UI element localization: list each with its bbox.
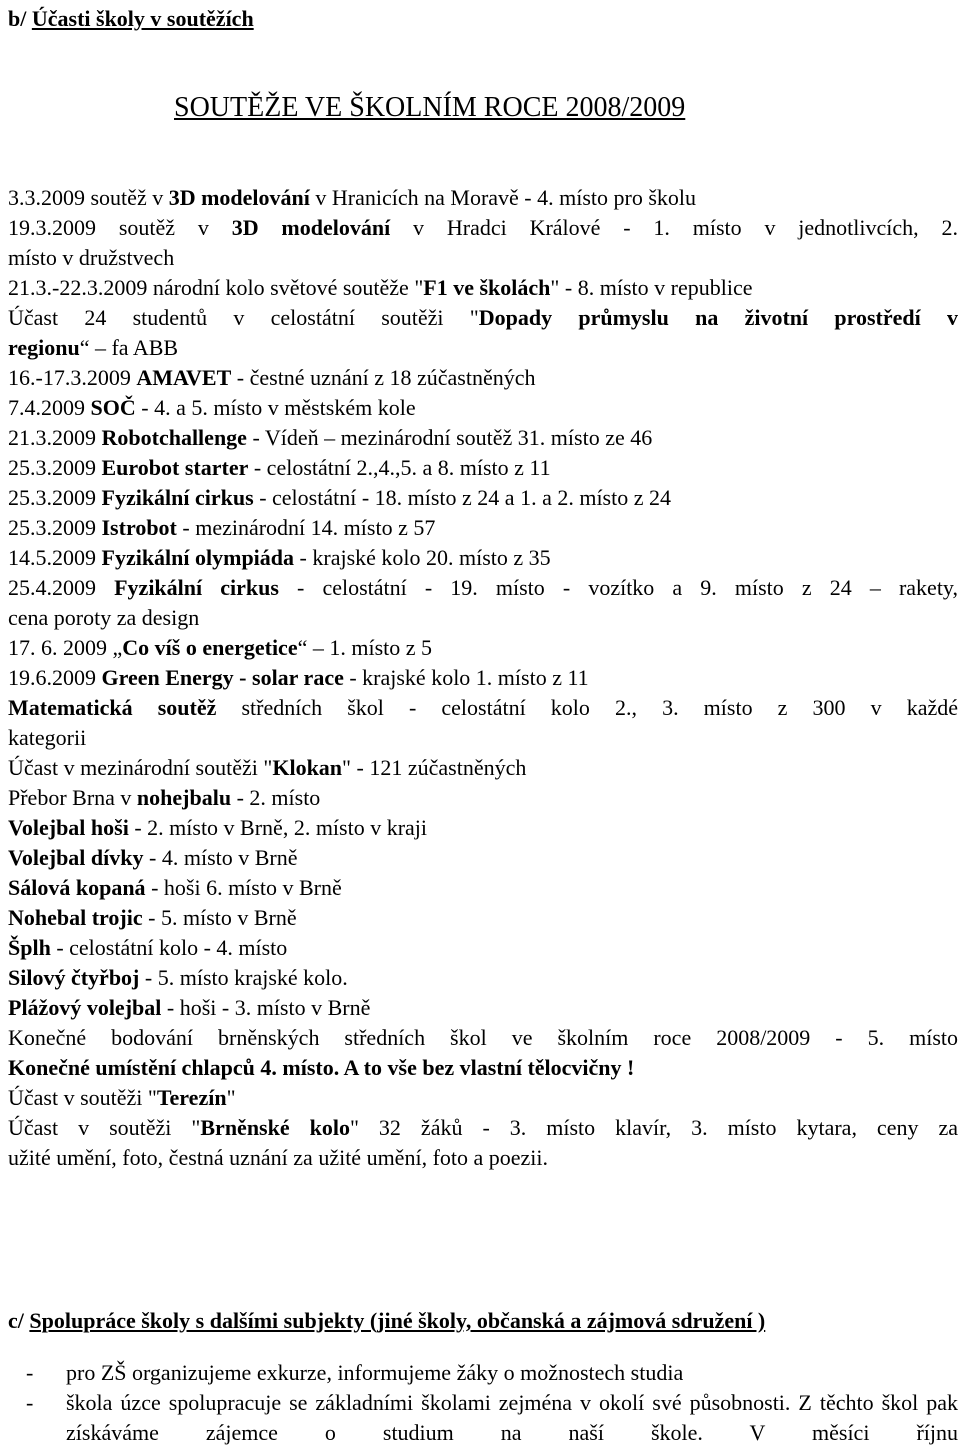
- bullet-item: [8, 1358, 958, 1388]
- entry-bold-text: Plážový volejbal: [8, 995, 162, 1020]
- main-title: SOUTĚŽE VE ŠKOLNÍM ROCE 2008/2009: [174, 92, 686, 123]
- entry-bold-text: Fyzikální olympiáda: [101, 545, 295, 570]
- section-prefix: b/: [8, 6, 32, 31]
- entry-line: [8, 243, 958, 273]
- entry-text: - 2. místo: [231, 785, 321, 810]
- entry-text: v Hranicích na Moravě - 4. místo pro školu: [309, 185, 697, 210]
- entry-text: " - 8. místo v republice: [550, 275, 753, 300]
- entry-line: [8, 963, 958, 993]
- entry-text: - hoši - 3. místo v Brně: [161, 995, 371, 1020]
- entry-bold-text: SOČ: [90, 395, 136, 420]
- entry-text: 16.-17.3.2009: [8, 365, 137, 390]
- entry-bold-text: Volejbal dívky: [8, 845, 144, 870]
- section-title: Účasti školy v soutěžích: [31, 6, 254, 31]
- competition-list: [8, 183, 958, 1173]
- entry-text: v Hradci Králové - 1. místo v jednotlivcích, 2.: [390, 215, 958, 240]
- entry-line: [8, 723, 958, 753]
- entry-text: cena poroty za design: [8, 605, 200, 630]
- cooperation-list: [8, 1358, 958, 1448]
- entry-text: 3.3.2009 soutěž v: [8, 185, 169, 210]
- entry-text: - celostátní - 19. místo - vozítko a 9. místo z 24 – rakety,: [278, 575, 959, 600]
- entry-bold-text: Fyzikální cirkus: [101, 485, 254, 510]
- entry-line: [8, 1143, 958, 1173]
- entry-line: [8, 873, 958, 903]
- entry-text: Účast v mezinárodní soutěži ": [8, 755, 273, 780]
- entry-line: [8, 693, 958, 723]
- entry-text: 21.3.-22.3.2009 národní kolo světové soutěže ": [8, 275, 424, 300]
- entry-line: [8, 783, 958, 813]
- entry-line: [8, 933, 958, 963]
- bullet-text: škola úzce spolupracuje se základními školami zejména v okolí své působnosti. Z těchto škol pak získáváme zájemce o studium na naší škole. V měsíci říjnu: [66, 1390, 958, 1445]
- entry-line: [8, 303, 958, 333]
- bullet-item: [8, 1388, 958, 1448]
- entry-bold-text: Volejbal hoši: [8, 815, 129, 840]
- entry-text: - 5. místo v Brně: [142, 905, 297, 930]
- bullet-dash: -: [26, 1390, 34, 1415]
- entry-bold-text: nohejbalu: [136, 785, 232, 810]
- entry-line: [8, 633, 958, 663]
- entry-text: - krajské kolo 20. místo z 35: [294, 545, 551, 570]
- entry-line: [8, 903, 958, 933]
- entry-bold-text: Robotchallenge: [101, 425, 247, 450]
- entry-text: “ – 1. místo z 5: [297, 635, 433, 660]
- entry-text: " 32 žáků - 3. místo klavír, 3. místo kytara, ceny za: [349, 1115, 958, 1140]
- section-title: Spolupráce školy s dalšími subjekty (jiné školy, občanská a zájmová sdružení ): [29, 1308, 766, 1333]
- entry-text: 7.4.2009: [8, 395, 91, 420]
- entry-bold-text: F1 ve školách: [423, 275, 551, 300]
- entry-line: [8, 993, 958, 1023]
- entry-line: [8, 423, 958, 453]
- entry-line: [8, 813, 958, 843]
- entry-text: Účast 24 studentů v celostátní soutěži ": [8, 305, 479, 330]
- entry-text: - 4. místo v Brně: [143, 845, 298, 870]
- section-prefix: c/: [8, 1308, 30, 1333]
- entry-text: Účast v soutěži ": [8, 1085, 157, 1110]
- bullet-dash: -: [26, 1360, 34, 1385]
- entry-line: [8, 573, 958, 603]
- entry-line: [8, 843, 958, 873]
- entry-bold-text: Green Energy - solar race: [101, 665, 344, 690]
- bullet-text: pro ZŠ organizujeme exkurze, informujeme žáky o možnostech studia: [66, 1360, 684, 1385]
- entry-bold-text: Nohebal trojic: [8, 905, 143, 930]
- entry-line: [8, 483, 958, 513]
- entry-text: - celostátní kolo - 4. místo: [50, 935, 288, 960]
- entry-text: - 4. a 5. místo v městském kole: [135, 395, 416, 420]
- section-heading-b: [8, 6, 254, 32]
- entry-line: [8, 1053, 958, 1083]
- entry-bold-text: Istrobot: [101, 515, 177, 540]
- entry-bold-text: Klokan: [272, 755, 343, 780]
- entry-bold-text: 3D modelování: [231, 215, 391, 240]
- entry-text: - čestné uznání z 18 zúčastněných: [231, 365, 536, 390]
- entry-text: 19.3.2009 soutěž v: [8, 215, 232, 240]
- entry-line: [8, 1083, 958, 1113]
- entry-line: [8, 663, 958, 693]
- entry-line: [8, 453, 958, 483]
- entry-text: 17. 6. 2009 „: [8, 635, 123, 660]
- entry-text: 19.6.2009: [8, 665, 102, 690]
- entry-bold-text: Matematická soutěž: [8, 695, 217, 720]
- entry-bold-text: 3D modelování: [168, 185, 310, 210]
- entry-text: kategorii: [8, 725, 87, 750]
- entry-line: [8, 1113, 958, 1143]
- entry-bold-text: Sálová kopaná: [8, 875, 146, 900]
- entry-bold-text: AMAVET: [136, 365, 232, 390]
- entry-line: [8, 513, 958, 543]
- entry-bold-text: Šplh: [8, 935, 51, 960]
- entry-line: [8, 393, 958, 423]
- entry-text: středních škol - celostátní kolo 2., 3. místo z 300 v každé: [216, 695, 959, 720]
- entry-bold-text: Konečné umístění chlapců 4. místo. A to vše bez vlastní tělocvičny !: [8, 1055, 635, 1080]
- entry-bold-text: Co víš o energetice: [122, 635, 298, 660]
- entry-text: - Vídeň – mezinárodní soutěž 31. místo ze 46: [246, 425, 653, 450]
- entry-text: - celostátní 2.,4.,5. a 8. místo z 11: [248, 455, 551, 480]
- entry-text: 25.4.2009: [8, 575, 115, 600]
- entry-bold-text: Fyzikální cirkus: [114, 575, 279, 600]
- entry-text: - mezinárodní 14. místo z 57: [176, 515, 436, 540]
- entry-text: 25.3.2009: [8, 515, 102, 540]
- entry-line: [8, 183, 958, 213]
- entry-text: - krajské kolo 1. místo z 11: [343, 665, 589, 690]
- section-heading-c: [8, 1308, 765, 1334]
- entry-text: užité umění, foto, čestná uznání za užité umění, foto a poezii.: [8, 1145, 549, 1170]
- entry-line: [8, 213, 958, 243]
- entry-text: 14.5.2009: [8, 545, 102, 570]
- entry-line: [8, 333, 958, 363]
- entry-line: [8, 363, 958, 393]
- entry-text: 21.3.2009: [8, 425, 102, 450]
- entry-text: “ – fa ABB: [79, 335, 179, 360]
- entry-line: [8, 753, 958, 783]
- entry-text: místo v družstvech: [8, 245, 175, 270]
- entry-bold-text: Silový čtyřboj: [8, 965, 140, 990]
- entry-text: Konečné bodování brněnských středních škol ve školním roce 2008/2009 - 5. místo: [8, 1025, 958, 1050]
- entry-text: 25.3.2009: [8, 485, 102, 510]
- entry-line: [8, 1023, 958, 1053]
- entry-text: - hoši 6. místo v Brně: [145, 875, 342, 900]
- entry-bold-text: Terezín: [156, 1085, 227, 1110]
- entry-line: [8, 543, 958, 573]
- entry-text: - celostátní - 18. místo z 24 a 1. a 2. místo z 24: [253, 485, 671, 510]
- entry-text: Přebor Brna v: [8, 785, 137, 810]
- entry-bold-text: Dopady průmyslu na životní prostředí v: [478, 305, 959, 330]
- entry-bold-text: Eurobot starter: [101, 455, 249, 480]
- entry-text: 25.3.2009: [8, 455, 102, 480]
- entry-text: Účast v soutěži ": [8, 1115, 201, 1140]
- entry-text: " - 121 zúčastněných: [342, 755, 527, 780]
- entry-bold-text: Brněnské kolo: [200, 1115, 350, 1140]
- entry-line: [8, 603, 958, 633]
- entry-line: [8, 273, 958, 303]
- entry-text: - 2. místo v Brně, 2. místo v kraji: [128, 815, 428, 840]
- entry-text: - 5. místo krajské kolo.: [139, 965, 348, 990]
- entry-bold-text: regionu: [8, 335, 80, 360]
- entry-text: ": [226, 1085, 236, 1110]
